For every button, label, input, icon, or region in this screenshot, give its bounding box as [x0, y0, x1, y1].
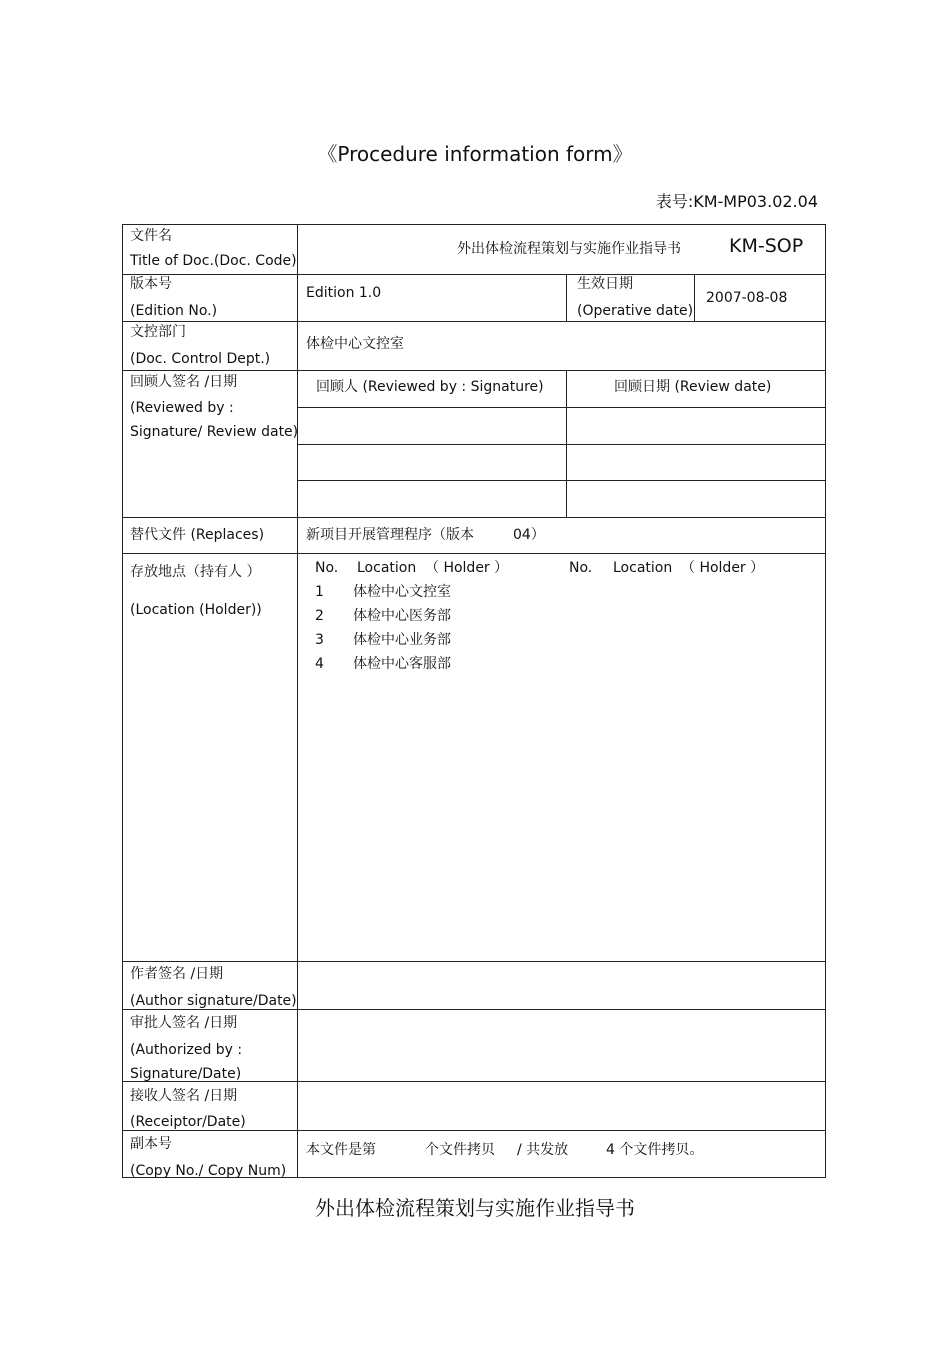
review-label-cn: 回顾人签名 /日期 [130, 374, 238, 390]
copy-text-part1: 本文件是第 [306, 1142, 376, 1158]
operative-date-label-cn: 生效日期 [577, 276, 633, 292]
location-col-no: No. [315, 560, 339, 576]
operative-date-value: 2007-08-08 [706, 290, 788, 306]
copy-text-part3: / 共发放 [517, 1142, 569, 1158]
document-title-footer: 外出体检流程策划与实施作业指导书 [315, 1196, 635, 1220]
row-divider [123, 370, 825, 371]
approver-label-en-1: (Authorized by : [130, 1042, 243, 1058]
copy-text-part4: 4 个文件拷贝。 [606, 1142, 704, 1158]
location-col-location: Location [357, 560, 417, 576]
row-divider [123, 517, 825, 518]
edition-label-en: (Edition No.) [130, 303, 218, 319]
approver-label-cn: 审批人签名 /日期 [130, 1015, 238, 1031]
review-date-column-header: 回顾日期 (Review date) [614, 379, 772, 395]
row-divider [298, 407, 825, 408]
operative-date-label-en: (Operative date) [577, 303, 694, 319]
doc-title-label-en: Title of Doc.(Doc. Code) [130, 253, 297, 269]
replaces-value-number: 04） [513, 527, 545, 543]
author-label-en: (Author signature/Date) [130, 993, 297, 1009]
column-divider [297, 225, 298, 1177]
location-label-en: (Location (Holder)) [130, 602, 262, 618]
location-entry-no: 3 [315, 632, 324, 648]
receiver-label-en: (Receiptor/Date) [130, 1114, 246, 1130]
location-entry-holder: 体检中心业务部 [353, 632, 451, 648]
edition-value: Edition 1.0 [306, 285, 382, 301]
row-divider [123, 961, 825, 962]
doc-title-value: 外出体检流程策划与实施作业指导书 [457, 241, 681, 257]
location-entry-no: 4 [315, 656, 324, 672]
location-col-no-2: No. [569, 560, 593, 576]
row-divider [123, 321, 825, 322]
replaces-label: 替代文件 (Replaces) [130, 527, 265, 543]
procedure-info-table [122, 224, 826, 1178]
doc-code-value: KM-SOP [729, 235, 804, 257]
column-divider [566, 274, 567, 321]
doc-title-label-cn: 文件名 [130, 228, 172, 244]
location-entry-holder: 体检中心客服部 [353, 656, 451, 672]
receiver-label-cn: 接收人签名 /日期 [130, 1088, 238, 1104]
copy-text-part2: 个文件拷贝 [425, 1142, 495, 1158]
author-label-cn: 作者签名 /日期 [130, 966, 224, 982]
control-dept-value: 体检中心文控室 [306, 336, 404, 352]
review-label-en-2: Signature/ Review date) [130, 424, 299, 440]
location-label-cn: 存放地点（持有人 ） [130, 564, 261, 580]
copy-label-cn: 副本号 [130, 1136, 172, 1152]
reviewer-column-header: 回顾人 (Reviewed by : Signature) [316, 379, 544, 395]
replaces-value-text: 新项目开展管理程序（版本 [306, 527, 474, 543]
approver-label-en-2: Signature/Date) [130, 1066, 242, 1082]
location-col-holder: （ Holder ） [425, 560, 509, 576]
review-label-en-1: (Reviewed by : [130, 400, 234, 416]
column-divider [566, 370, 567, 517]
row-divider [123, 553, 825, 554]
row-divider [123, 274, 825, 275]
location-entry-holder: 体检中心文控室 [353, 584, 451, 600]
row-divider [298, 480, 825, 481]
location-entry-holder: 体检中心医务部 [353, 608, 451, 624]
location-entry-no: 2 [315, 608, 324, 624]
copy-label-en: (Copy No./ Copy Num) [130, 1163, 287, 1179]
row-divider [298, 444, 825, 445]
column-divider [694, 274, 695, 321]
location-col-holder-2: （ Holder ） [681, 560, 765, 576]
form-number: 表号:KM-MP03.02.04 [655, 192, 818, 211]
edition-label-cn: 版本号 [130, 276, 172, 292]
page-title: 《Procedure information form》 [317, 142, 633, 166]
control-dept-label-cn: 文控部门 [130, 324, 186, 340]
location-entry-no: 1 [315, 584, 324, 600]
control-dept-label-en: (Doc. Control Dept.) [130, 351, 271, 367]
location-col-location-2: Location [613, 560, 673, 576]
